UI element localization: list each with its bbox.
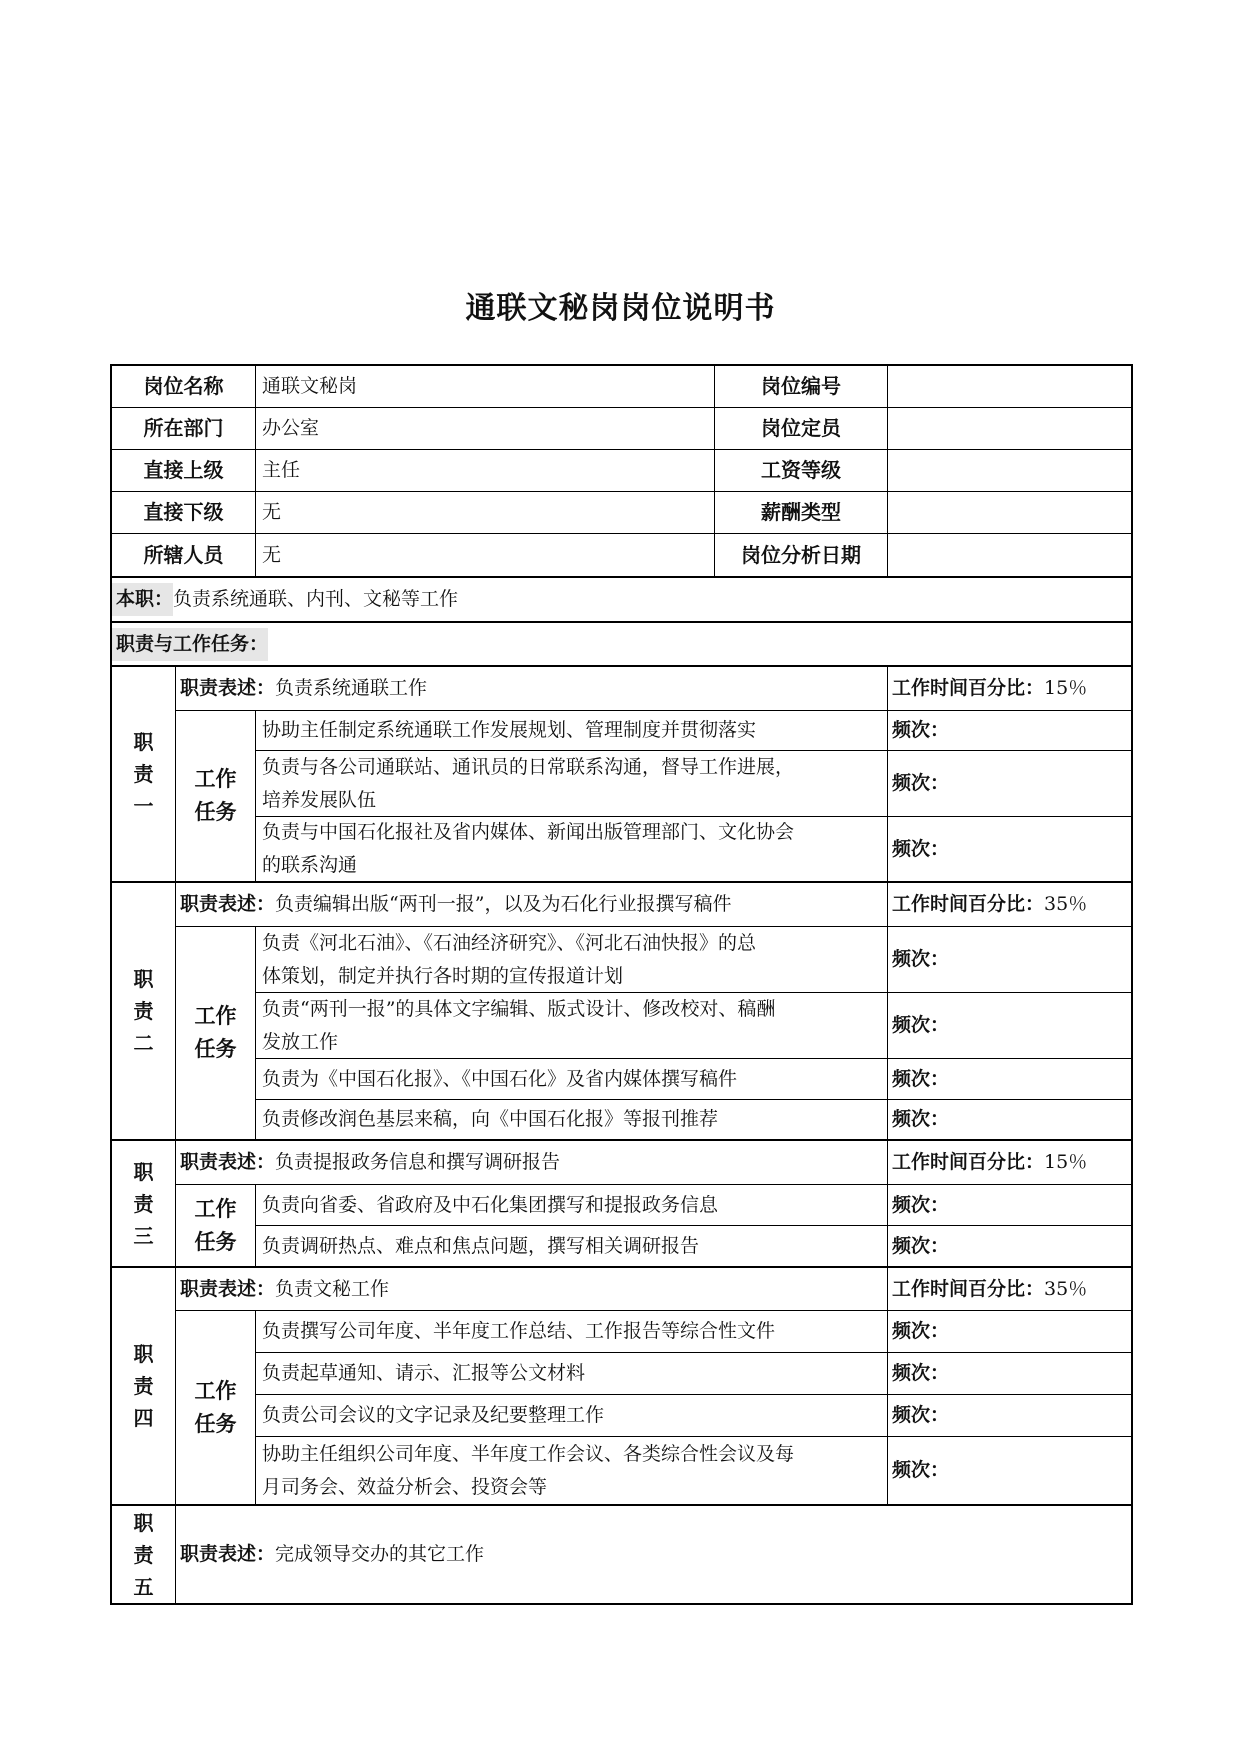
duty-1-task-2-freq: 频次： bbox=[888, 751, 1131, 817]
duty-2-task-2-freq: 频次： bbox=[888, 993, 1131, 1059]
duty-1-task-3-freq: 频次： bbox=[888, 817, 1131, 883]
duty-4-task-4-freq: 频次： bbox=[888, 1437, 1131, 1506]
summary-text: 负责系统通联、内刊、文秘等工作 bbox=[173, 588, 459, 610]
dept-label: 所在部门 bbox=[112, 408, 256, 450]
duties-heading: 职责与工作任务： bbox=[112, 628, 268, 661]
duty-4-task-2-freq: 频次： bbox=[888, 1353, 1131, 1395]
duty-2-statement-row: 职责表述： 负责编辑出版“两刊一报”，以及为石化行业报撰写稿件 bbox=[176, 883, 888, 927]
post-no-value bbox=[888, 366, 1131, 408]
analysis-date-value bbox=[888, 534, 1131, 578]
duty-1-task-2: 负责与各公司通联站、通讯员的日常联系沟通，督导工作进展， 培养发展队伍 bbox=[256, 751, 888, 817]
duty-2-task-3-freq: 频次： bbox=[888, 1059, 1131, 1100]
staff-value: 无 bbox=[256, 534, 715, 578]
duty-1-time-pct: 工作时间百分比： 15％ bbox=[888, 667, 1131, 711]
post-no-label: 岗位编号 bbox=[715, 366, 888, 408]
subordinate-label: 直接下级 bbox=[112, 492, 256, 534]
duty-2-task-2: 负责“两刊一报”的具体文字编辑、版式设计、修改校对、稿酬 发放工作 bbox=[256, 993, 888, 1059]
duty-2-task-3: 负责为《中国石化报》、《中国石化》及省内媒体撰写稿件 bbox=[256, 1059, 888, 1100]
post-name-value: 通联文秘岗 bbox=[256, 366, 715, 408]
duty-3-statement: 负责提报政务信息和撰写调研报告 bbox=[275, 1151, 561, 1173]
document-title: 通联文秘岗岗位说明书 bbox=[465, 291, 776, 326]
duty-2-task-1-freq: 频次： bbox=[888, 927, 1131, 993]
duty-3-statement-row: 职责表述： 负责提报政务信息和撰写调研报告 bbox=[176, 1141, 888, 1185]
duty-3-task-1-freq: 频次： bbox=[888, 1185, 1131, 1226]
duty-2-task-4-freq: 频次： bbox=[888, 1100, 1131, 1141]
duty-4-name: 职 责 四 bbox=[112, 1268, 176, 1506]
duty-4-work-task-label: 工作 任务 bbox=[176, 1311, 256, 1506]
duty-4-task-1-freq: 频次： bbox=[888, 1311, 1131, 1353]
duty-4-statement: 负责文秘工作 bbox=[275, 1277, 390, 1300]
duty-2-name: 职 责 二 bbox=[112, 883, 176, 1141]
duty-3-task-2-freq: 频次： bbox=[888, 1226, 1131, 1268]
duty-3-name: 职 责 三 bbox=[112, 1141, 176, 1268]
duty-1-work-task-label: 工作 任务 bbox=[176, 711, 256, 883]
subordinate-value: 无 bbox=[256, 492, 715, 534]
duty-5-statement: 完成领导交办的其它工作 bbox=[275, 1543, 485, 1565]
salary-type-label: 薪酬类型 bbox=[715, 492, 888, 534]
quota-label: 岗位定员 bbox=[715, 408, 888, 450]
duty-4-task-4: 协助主任组织公司年度、半年度工作会议、各类综合性会议及每 月司务会、效益分析会、投资会等 bbox=[256, 1437, 888, 1506]
wage-label: 工资等级 bbox=[715, 450, 888, 492]
duty-1-statement: 负责系统通联工作 bbox=[275, 677, 428, 699]
duty-4-statement-row: 职责表述： 负责文秘工作 bbox=[176, 1268, 888, 1311]
duty-3-time-pct: 工作时间百分比： 15％ bbox=[888, 1141, 1131, 1185]
duty-5-name: 职 责 五 bbox=[112, 1506, 176, 1603]
post-name-label: 岗位名称 bbox=[112, 366, 256, 408]
duty-4-task-3: 负责公司会议的文字记录及纪要整理工作 bbox=[256, 1395, 888, 1437]
summary-label: 本职： bbox=[112, 583, 173, 616]
analysis-date-label: 岗位分析日期 bbox=[715, 534, 888, 578]
superior-value: 主任 bbox=[256, 450, 715, 492]
quota-value bbox=[888, 408, 1131, 450]
dept-value: 办公室 bbox=[256, 408, 715, 450]
duty-1-task-3: 负责与中国石化报社及省内媒体、新闻出版管理部门、文化协会 的联系沟通 bbox=[256, 817, 888, 883]
summary-row bbox=[112, 578, 1131, 623]
duty-1-task-1: 协助主任制定系统通联工作发展规划、管理制度并贯彻落实 bbox=[256, 711, 888, 751]
duty-5-statement-row: 职责表述： 完成领导交办的其它工作 bbox=[176, 1506, 1131, 1603]
duty-1-statement-row: 职责表述： 负责系统通联工作 bbox=[176, 667, 888, 711]
wage-value bbox=[888, 450, 1131, 492]
duty-1-name: 职 责 一 bbox=[112, 667, 176, 883]
salary-type-value bbox=[888, 492, 1131, 534]
duty-4-task-1: 负责撰写公司年度、半年度工作总结、工作报告等综合性文件 bbox=[256, 1311, 888, 1353]
superior-label: 直接上级 bbox=[112, 450, 256, 492]
duty-4-time-pct: 工作时间百分比： 35％ bbox=[888, 1268, 1131, 1311]
duty-1-task-1-freq: 频次： bbox=[888, 711, 1131, 751]
duty-2-statement: 负责编辑出版“两刊一报”，以及为石化行业报撰写稿件 bbox=[275, 893, 732, 915]
duty-4-task-3-freq: 频次： bbox=[888, 1395, 1131, 1437]
job-description-table bbox=[110, 364, 1133, 1605]
duty-3-task-2: 负责调研热点、难点和焦点问题，撰写相关调研报告 bbox=[256, 1226, 888, 1268]
duties-heading-row bbox=[112, 623, 1131, 667]
duty-2-time-pct: 工作时间百分比： 35％ bbox=[888, 883, 1131, 927]
duty-2-task-1: 负责《河北石油》、《石油经济研究》、《河北石油快报》的总 体策划，制定并执行各时期的宣传报道计划 bbox=[256, 927, 888, 993]
duty-4-task-2: 负责起草通知、请示、汇报等公文材料 bbox=[256, 1353, 888, 1395]
duty-2-work-task-label: 工作 任务 bbox=[176, 927, 256, 1141]
staff-label: 所辖人员 bbox=[112, 534, 256, 578]
duty-3-task-1: 负责向省委、省政府及中石化集团撰写和提报政务信息 bbox=[256, 1185, 888, 1226]
duty-3-work-task-label: 工作 任务 bbox=[176, 1185, 256, 1268]
duty-2-task-4: 负责修改润色基层来稿，向《中国石化报》等报刊推荐 bbox=[256, 1100, 888, 1141]
